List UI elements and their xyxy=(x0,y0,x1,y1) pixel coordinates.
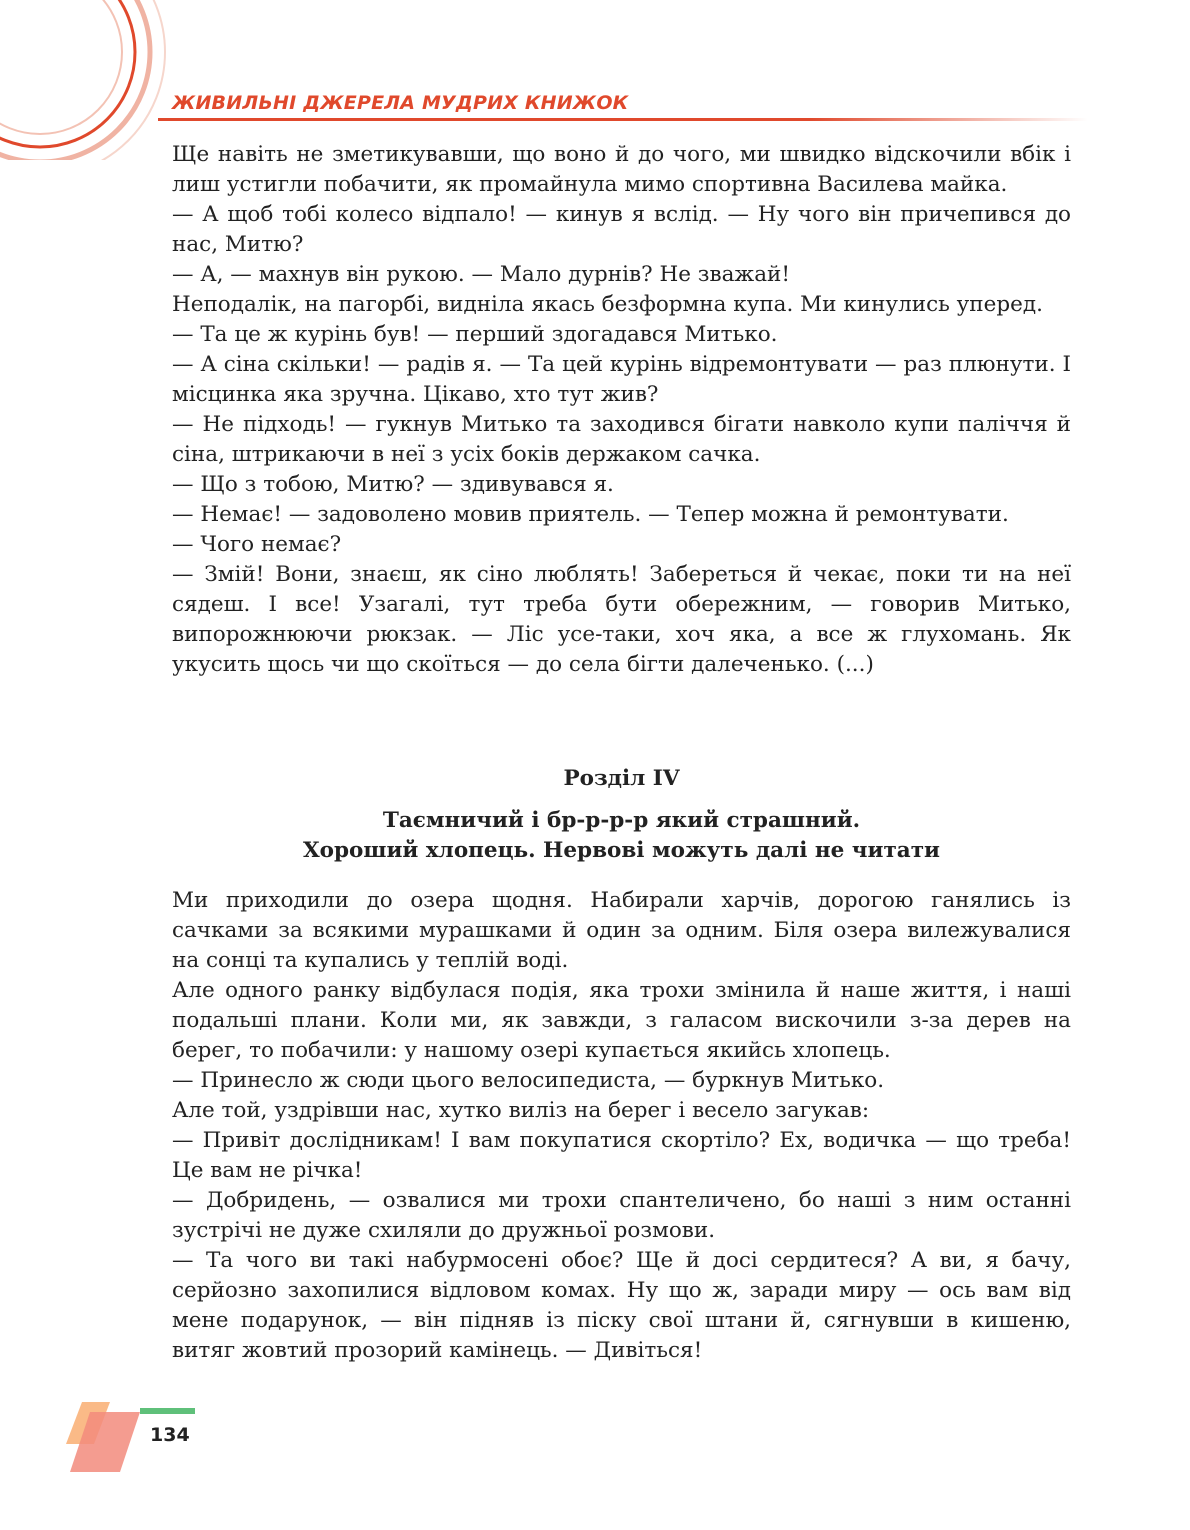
paragraph: — Що з тобою, Митю? — здивувався я. xyxy=(172,472,614,497)
paragraph: — Принесло ж сюди цього велосипедиста, — буркнув Митько. xyxy=(172,1068,885,1093)
paragraph: — Чого немає? xyxy=(172,532,342,557)
decorative-arcs xyxy=(0,0,240,160)
paragraph: — Привіт дослідникам! І вам покупатися скортіло? Ех, водичка — що треба! Це вам не річка! xyxy=(172,1128,1071,1183)
chapter-title-line-2: Хороший хлопець. Нервові можуть далі не читати xyxy=(302,838,941,863)
paragraph: Але одного ранку відбулася подія, яка трохи змінила й наше життя, і наші подальші плани. Коли ми, як завжди, з галасом вискочили з-за дерев на берег, то побачили: у нашому озері купається якийсь хлопець. xyxy=(172,978,1071,1063)
paragraph: — Та це ж курінь був! — перший здогадався Митько. xyxy=(172,322,778,347)
paragraph: — А сіна скільки! — радів я. — Та цей курінь відремонтувати — раз плюнути. І місцинка яка зручна. Цікаво, хто тут жив? xyxy=(172,352,1071,407)
text-block-2 xyxy=(172,886,1071,1366)
text-block-1 xyxy=(172,140,1071,680)
page-number: 134 xyxy=(150,1424,190,1446)
paragraph: Неподалік, на пагорбі, видніла якась безформна купа. Ми кинулись уперед. xyxy=(172,292,1043,317)
chapter-title-line-1: Таємничий і бр-р-р-р який страшний. xyxy=(382,808,861,833)
paragraph: — А щоб тобі колесо відпало! — кинув я вслід. — Ну чого він причепився до нас, Митю? xyxy=(172,202,1071,257)
running-head: ЖИВИЛЬНІ ДЖЕРЕЛА МУДРИХ КНИЖОК xyxy=(172,92,629,114)
paragraph: — А, — махнув він рукою. — Мало дурнів? Не зважай! xyxy=(172,262,790,287)
chapter-number: Розділ IV xyxy=(563,766,680,791)
paragraph: — Змій! Вони, знаєш, як сіно люблять! Забереться й чекає, поки ти на неї сядеш. І все! Узагалі, тут треба бути обережним, — говорив Митько, випорожнюючи рюкзак. — Ліс усе-таки, хоч яка, а все ж глухомань. Як укусить щось чи що скоїться — до села бігти далеченько. (...) xyxy=(172,562,1071,677)
paragraph: Але той, уздрівши нас, хутко виліз на берег і весело загукав: xyxy=(172,1098,870,1123)
paragraph: — Не підходь! — гукнув Митько та заходився бігати навколо купи паліччя й сіна, штрикаючи в неї з усіх боків держаком сачка. xyxy=(172,412,1071,467)
paragraph: — Немає! — задоволено мовив приятель. — Тепер можна й ремонтувати. xyxy=(172,502,1009,527)
paragraph: — Добридень, — озвалися ми трохи спантеличено, бо наші з ним останні зустрічі не дуже схиляли до дружньої розмови. xyxy=(172,1188,1071,1243)
paragraph: Ще навіть не зметикувавши, що воно й до чого, ми швидко відскочили вбік і лиш устигли побачити, як промайнула мимо спортивна Василева майка. xyxy=(172,142,1071,197)
paragraph: Ми приходили до озера щодня. Набирали харчів, дорогою ганялись із сачками за всякими мурашками й один за одним. Біля озера вилежувалися на сонці та купались у теплій воді. xyxy=(172,888,1071,973)
paragraph: — Та чого ви такі набурмосені обоє? Ще й досі сердитеся? А ви, я бачу, серйозно захопилися відловом комах. Ну що ж, заради миру — ось вам від мене подарунок, — він підняв із піску свої штани й, сягнувши в кишеню, витяг жовтий прозорий камінець. — Дивіться! xyxy=(172,1248,1071,1363)
header-rule xyxy=(158,118,1088,121)
